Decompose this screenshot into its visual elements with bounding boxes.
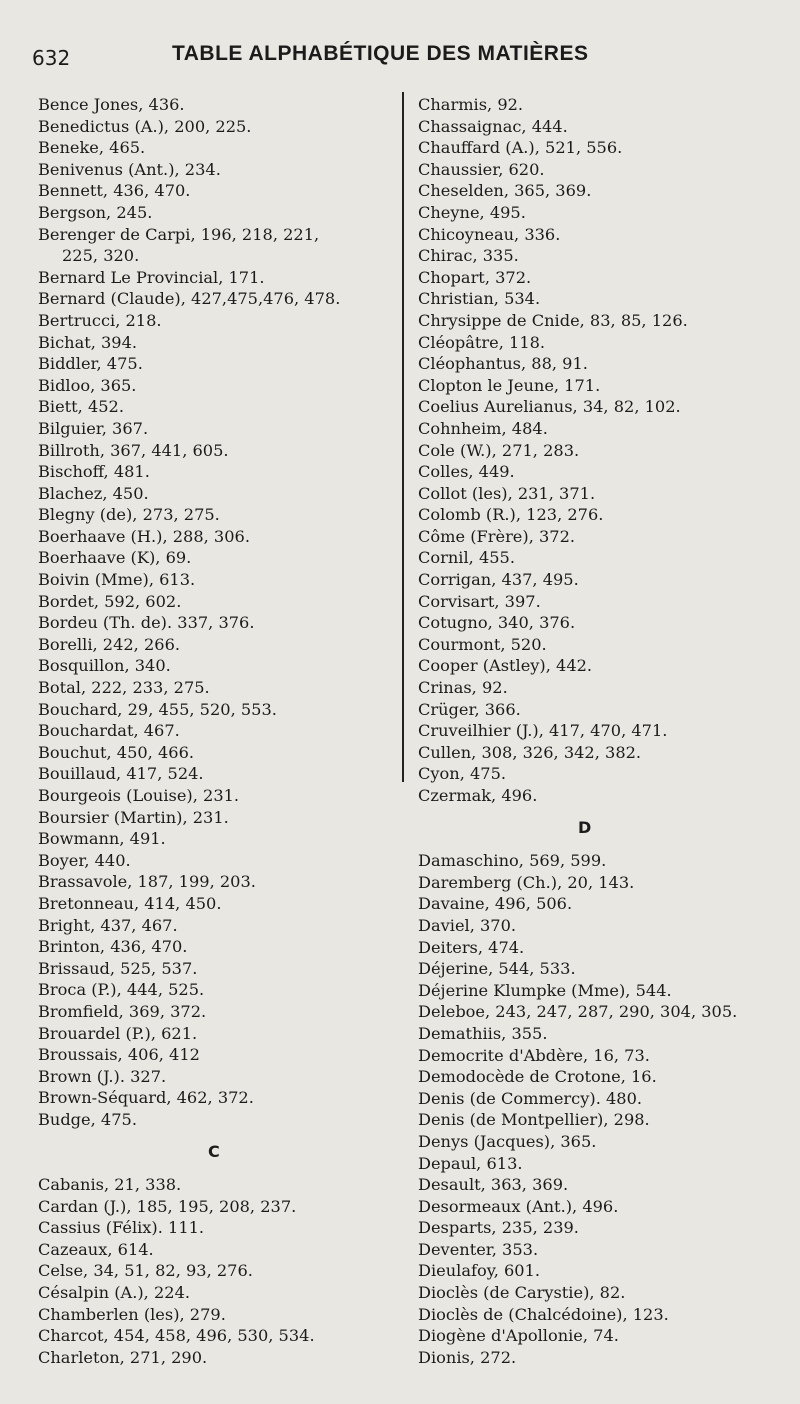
index-entry: Democrite d'Abdère, 16, 73. [418,1045,650,1065]
column-divider [402,92,404,782]
index-entry: Charcot, 454, 458, 496, 530, 534. [38,1326,315,1346]
index-entry: Brouardel (P.), 621. [38,1023,198,1043]
index-entry: Demodocède de Crotone, 16. [418,1067,657,1087]
index-entry: Christian, 534. [418,289,541,309]
index-entry: Bourgeois (Louise), 231. [38,786,240,805]
index-entry: Brassavole, 187, 199, 203. [38,872,256,892]
index-entry: Bowmann, 491. [38,829,166,849]
index-entry: Bidloo, 365. [38,375,137,395]
index-entry: Deiters, 474. [418,937,525,957]
index-entry: Brown (J.). 327. [38,1066,167,1086]
index-entry: Bennett, 436, 470. [38,181,191,201]
index-entry: Desormeaux (Ant.), 496. [418,1196,619,1216]
index-entry: Denis (de Montpellier), 298. [418,1110,650,1130]
index-entry: Bichat, 394. [38,332,138,352]
letter-heading: D [578,817,592,837]
index-entry: Depaul, 613. [418,1153,523,1173]
index-entry: Desault, 363, 369. [418,1175,569,1195]
index-entry: Denys (Jacques), 365. [418,1131,597,1151]
index-entry: Bretonneau, 414, 450. [38,893,222,913]
index-entry: Chamberlen (les), 279. [38,1304,226,1324]
index-entry: Chrysippe de Cnide, 83, 85, 126. [418,310,688,330]
index-entry: Cassius (Félix). 111. [38,1218,205,1238]
index-entry: Crüger, 366. [418,699,521,719]
index-entry: 225, 320. [62,246,140,266]
index-entry: Boursier (Martin), 231. [38,807,229,827]
running-title: TABLE ALPHABÉTIQUE DES MATIÈRES [172,42,589,65]
index-entry: Bordet, 592, 602. [38,591,182,611]
index-entry: Billroth, 367, 441, 605. [38,440,229,460]
index-entry: Bright, 437, 467. [38,915,178,935]
index-entry: Deleboe, 243, 247, 287, 290, 304, 305. [418,1002,738,1022]
page-number: 632 [32,46,71,70]
index-entry: Bouchardat, 467. [38,721,180,741]
index-entry: Boerhaave (H.), 288, 306. [38,526,250,546]
index-entry: Bouchard, 29, 455, 520, 553. [38,699,277,719]
index-entry: Biett, 452. [38,397,124,417]
index-entry: Dieulafoy, 601. [418,1261,541,1281]
index-entry: Cyon, 475. [418,764,507,784]
index-entry: Deventer, 353. [418,1239,539,1259]
index-entry: Brinton, 436, 470. [38,937,188,957]
index-entry: Cabanis, 21, 338. [38,1175,182,1195]
index-entry: Desparts, 235, 239. [418,1218,579,1238]
index-entry: Charmis, 92. [418,95,524,114]
index-entry: Dioclès (de Carystie), 82. [418,1283,626,1303]
index-entry: Boerhaave (K), 69. [38,548,192,568]
index-entry: Boivin (Mme), 613. [38,570,196,590]
index-entry: Cullen, 308, 326, 342, 382. [418,742,642,762]
index-entry: Cléophantus, 88, 91. [418,354,588,374]
index-entry: Brown-Séquard, 462, 372. [38,1088,254,1108]
index-entry: Benivenus (Ant.), 234. [38,159,221,179]
index-entry: Bordeu (Th. de). 337, 376. [38,613,255,633]
index-column-right [418,94,788,1368]
index-entry: Coelius Aurelianus, 34, 82, 102. [418,397,681,417]
index-entry: Cléopâtre, 118. [418,332,546,352]
index-entry: Broca (P.), 444, 525. [38,980,205,1000]
index-entry: Chassaignac, 444. [418,116,568,136]
index-entry: Clopton le Jeune, 171. [418,375,601,395]
index-entry: Corrigan, 437, 495. [418,570,579,590]
index-entry: Cazeaux, 614. [38,1239,154,1259]
index-entry: Bromfield, 369, 372. [38,1001,207,1021]
index-entry: Bertrucci, 218. [38,310,162,330]
index-entry: Cheselden, 365, 369. [418,181,592,201]
index-entry: Chirac, 335. [418,246,519,266]
index-entry: Dioclès de (Chalcédoine), 123. [418,1304,669,1324]
index-entry: Colles, 449. [418,462,515,482]
index-entry: Chopart, 372. [418,267,532,287]
index-entry: Cornil, 455. [418,548,515,568]
index-entry: Bouillaud, 417, 524. [38,764,204,784]
index-column-left [38,94,388,1368]
index-entry: Bischoff, 481. [38,462,150,482]
page-header [32,40,772,76]
index-entry: Biddler, 475. [38,354,143,374]
index-entry: Bergson, 245. [38,202,153,222]
index-entry: Cardan (J.), 185, 195, 208, 237. [38,1196,297,1216]
index-entry: Bosquillon, 340. [38,656,171,676]
index-entry: Diogène d'Apollonie, 74. [418,1326,619,1346]
index-entry: Borelli, 242, 266. [38,634,181,654]
index-entry: Cohnheim, 484. [418,418,548,438]
index-entry: Bernard (Claude), 427,475,476, 478. [38,289,341,309]
index-entry: Boyer, 440. [38,850,131,870]
index-entry: Dionis, 272. [418,1347,517,1367]
index-entry: Czermak, 496. [418,786,538,805]
index-entry: Corvisart, 397. [418,591,541,611]
index-entry: Cotugno, 340, 376. [418,613,576,633]
index-entry: Denis (de Commercy). 480. [418,1088,643,1108]
index-entry: Colomb (R.), 123, 276. [418,505,604,525]
index-entry: Courmont, 520. [418,634,547,654]
index-entry: Bouchut, 450, 466. [38,742,195,762]
index-entry: Côme (Frère), 372. [418,526,576,546]
index-entry: Déjerine, 544, 533. [418,959,576,979]
index-entry: Demathiis, 355. [418,1023,548,1043]
index-entry: Daviel, 370. [418,915,517,935]
index-entry: Chauffard (A.), 521, 556. [418,138,623,158]
index-entry: Blachez, 450. [38,483,149,503]
index-entry: Botal, 222, 233, 275. [38,678,210,698]
index-entry: Bence Jones, 436. [38,95,185,114]
index-entry: Bernard Le Provincial, 171. [38,267,265,287]
index-entry: Damaschino, 569, 599. [418,851,607,871]
index-entry: Cruveilhier (J.), 417, 470, 471. [418,721,668,741]
index-entry: Charleton, 271, 290. [38,1347,208,1367]
index-entry: Brissaud, 525, 537. [38,958,198,978]
index-entry: Cooper (Astley), 442. [418,656,593,676]
index-entry: Berenger de Carpi, 196, 218, 221, [38,224,320,244]
index-entry: Bilguier, 367. [38,418,149,438]
index-entry: Budge, 475. [38,1109,137,1129]
index-entry: Benedictus (A.), 200, 225. [38,116,252,136]
index-entry: Chaussier, 620. [418,159,545,179]
index-entry: Cole (W.), 271, 283. [418,440,580,460]
letter-heading: C [208,1141,220,1161]
index-entry: Beneke, 465. [38,138,146,158]
index-entry: Davaine, 496, 506. [418,894,573,914]
index-entry: Daremberg (Ch.), 20, 143. [418,872,635,892]
index-entry: Cheyne, 495. [418,202,526,222]
index-entry: Crinas, 92. [418,678,508,698]
index-entry: Collot (les), 231, 371. [418,483,596,503]
index-entry: Césalpin (A.), 224. [38,1283,191,1303]
index-entry: Broussais, 406, 412 [38,1045,200,1065]
index-entry: Celse, 34, 51, 82, 93, 276. [38,1261,253,1281]
index-entry: Déjerine Klumpke (Mme), 544. [418,980,672,1000]
index-entry: Chicoyneau, 336. [418,224,561,244]
index-entry: Blegny (de), 273, 275. [38,505,220,525]
